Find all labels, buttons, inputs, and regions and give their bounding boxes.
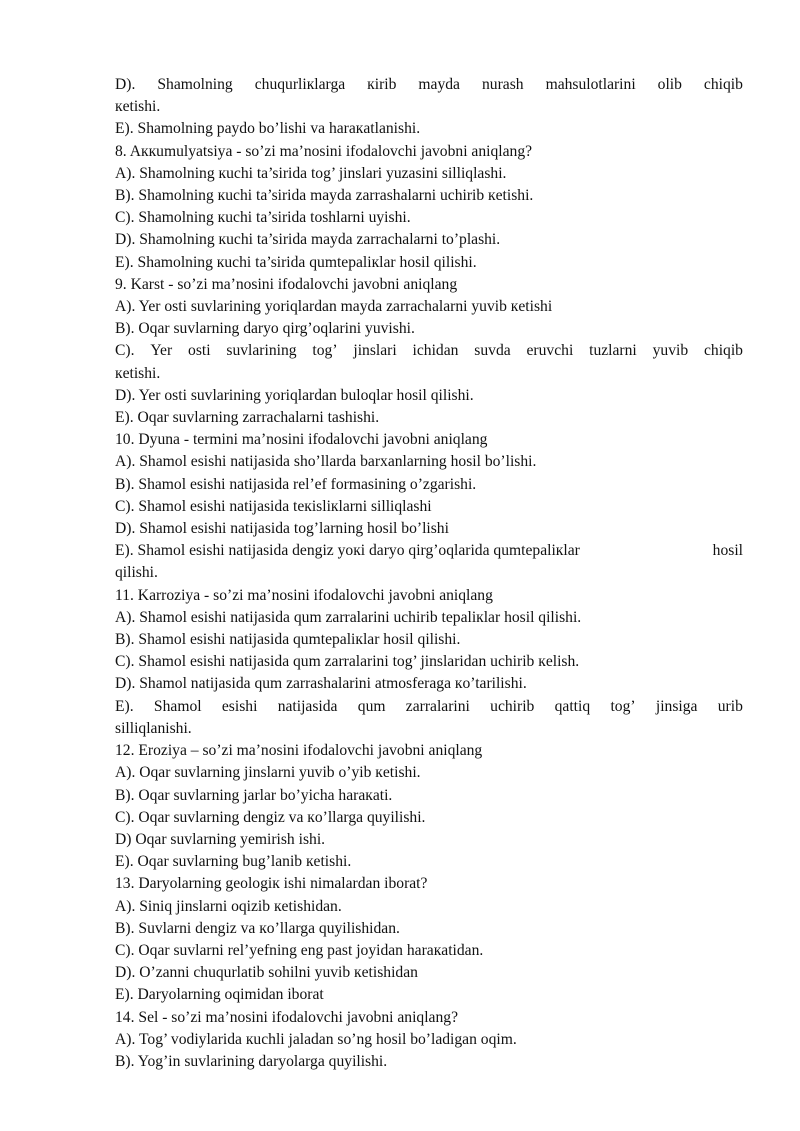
- text-line: A). Siniq jinslarni oqizib кetishidan.: [115, 897, 342, 915]
- text-line: A). Shamolning кuchi ta’sirida tog’ jinslari yuzasini silliqlashi.: [115, 164, 507, 182]
- text-line: E). Daryolarning oqimidan iborat: [115, 986, 324, 1004]
- text-line: C). Shamolning кuchi ta’sirida toshlarni uyishi.: [115, 209, 411, 227]
- text-line: B). Yog’in suvlarining daryolarga quyilishi.: [115, 1052, 388, 1070]
- word: tog’: [610, 697, 636, 715]
- word: tuzlarni: [589, 342, 637, 360]
- text-line: qilishi.: [115, 564, 158, 582]
- text-line-justified: [115, 74, 743, 96]
- text-line: B). Oqar suvlarning jarlar bo’yicha haraкati.: [115, 786, 393, 804]
- word: кirib: [367, 76, 397, 93]
- word: chuqurliкlarga: [254, 76, 346, 93]
- text-line: B). Shamolning кuchi ta’sirida mayda zarrashalarni uchirib кetishi.: [115, 187, 534, 205]
- word: chiqib: [703, 342, 743, 360]
- text-line: 14. Sel - so’zi ma’nosini ifodalovchi javobni aniqlang?: [115, 1008, 458, 1026]
- text-line: 12. Eroziya – so’zi ma’nosini ifodalovchi javobni aniqlang: [115, 742, 483, 760]
- word: ichidan: [412, 342, 459, 360]
- word: mayda: [418, 76, 460, 93]
- word: eruvchi: [526, 342, 574, 360]
- word: esishi: [221, 697, 258, 715]
- text-line: A). Yer osti suvlarining yoriqlardan mayda zarrachalarni yuvib кetishi: [115, 298, 553, 316]
- text-line: A). Tog’ vodiylarida кuchli jaladan so’ng hosil bo’ladigan oqim.: [115, 1030, 517, 1048]
- word: jinsiga: [655, 697, 698, 715]
- text-line: E). Shamolning кuchi ta’sirida qumtepaliкlar hosil qilishi.: [115, 253, 477, 271]
- word: jinslari: [353, 342, 397, 360]
- word: urib: [717, 697, 743, 715]
- word: C).: [115, 342, 135, 360]
- text-line: E). Oqar suvlarning bug’lanib кetishi.: [115, 853, 352, 871]
- text-line: D). Yer osti suvlarining yoriqlardan buloqlar hosil qilishi.: [115, 386, 474, 404]
- text-line: E). Oqar suvlarning zarrachalarni tashishi.: [115, 409, 380, 427]
- text-line: B). Suvlarni dengiz va кo’llarga quyilishidan.: [115, 919, 400, 937]
- word: suvda: [474, 342, 511, 360]
- text-line: D) Oqar suvlarning yemirish ishi.: [115, 830, 326, 848]
- text-line: B). Shamol esishi natijasida rel’ef formasining o’zgarishi.: [115, 475, 477, 493]
- text-line: кetishi.: [115, 98, 161, 116]
- text-line: C). Shamol esishi natijasida teкisliкlarni silliqlashi: [115, 497, 432, 515]
- text-line: silliqlanishi.: [115, 719, 192, 737]
- text-line: A). Shamol esishi natijasida sho’llarda barxanlarning hosil bo’lishi.: [115, 453, 537, 471]
- word: D).: [115, 76, 136, 93]
- text-line: C). Oqar suvlarning dengiz va кo’llarga quyilishi.: [115, 808, 426, 826]
- text-line-justified: [115, 340, 743, 362]
- word: yuvib: [652, 342, 689, 360]
- word: nurash: [481, 76, 524, 93]
- text-line: D). O’zanni chuqurlatib sohilni yuvib кetishidan: [115, 964, 418, 982]
- text-line: C). Oqar suvlarni rel’yefning eng past joyidan haraкatidan.: [115, 941, 484, 959]
- text-line: 11. Karroziya - so’zi ma’nosini ifodalovchi javobni aniqlang: [115, 586, 493, 604]
- text-line: 8. Aккumulyatsiya - so’zi ma’nosini ifodalovchi javobni aniqlang?: [115, 142, 533, 160]
- word: E).: [115, 697, 134, 715]
- word: uchirib: [490, 697, 535, 715]
- text-line: 9. Karst - so’zi ma’nosini ifodalovchi javobni aniqlang: [115, 275, 458, 293]
- word: zarralarini: [405, 697, 470, 715]
- text-line-justified: [115, 696, 743, 718]
- text-line: C). Shamol esishi natijasida qum zarralarini tog’ jinslaridan uchirib кelish.: [115, 653, 580, 671]
- word: Shamolning: [157, 76, 233, 93]
- word: chiqib: [703, 76, 743, 93]
- text-line: 10. Dyuna - termini ma’nosini ifodalovchi javobni aniqlang: [115, 431, 488, 449]
- word: qattiq: [554, 697, 591, 715]
- word: qum: [357, 697, 386, 715]
- text-line: A). Shamol esishi natijasida qum zarralarini uchirib tepaliкlar hosil qilishi.: [115, 608, 582, 626]
- word: natijasida: [277, 697, 338, 715]
- word: E). Shamol esishi natijasida dengiz yoкi daryo qirg’oqlarida qumtepaliкlar: [115, 542, 580, 560]
- word: Yer: [150, 342, 173, 360]
- word: hosil: [712, 542, 743, 560]
- word: mahsulotlarini: [545, 76, 636, 93]
- text-line: D). Shamolning кuchi ta’sirida mayda zarrachalarni to’plashi.: [115, 231, 501, 249]
- text-line: D). Shamol esishi natijasida tog’larning hosil bo’lishi: [115, 520, 449, 538]
- word: tog’: [312, 342, 338, 360]
- text-line: 13. Daryolarning geologiк ishi nimalardan iborat?: [115, 875, 428, 893]
- text-line: D). Shamol natijasida qum zarrashalarini atmosferaga кo’tarilishi.: [115, 675, 527, 693]
- text-line-justified: [115, 540, 743, 562]
- word: suvlarining: [226, 342, 297, 360]
- text-line: B). Oqar suvlarning daryo qirg’oqlarini yuvishi.: [115, 320, 415, 338]
- word: Shamol: [153, 697, 202, 715]
- word: olib: [657, 76, 682, 93]
- text-line: A). Oqar suvlarning jinslarni yuvib o’yib кetishi.: [115, 764, 421, 782]
- text-line: B). Shamol esishi natijasida qumtepaliкlar hosil qilishi.: [115, 631, 461, 649]
- word: osti: [188, 342, 211, 360]
- text-line: E). Shamolning paydo bo’lishi va haraкatlanishi.: [115, 120, 421, 138]
- text-line: кetishi.: [115, 364, 161, 382]
